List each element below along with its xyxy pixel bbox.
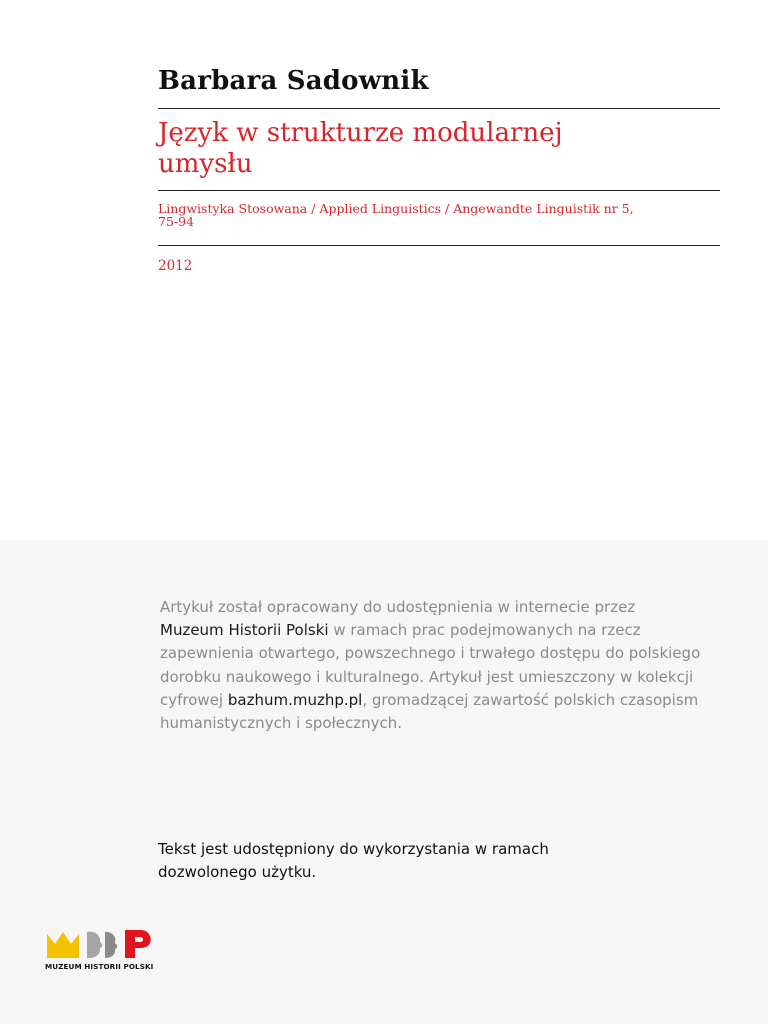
journal-citation <box>158 202 678 228</box>
notice-institution: Muzeum Historii Polski <box>160 621 329 640</box>
license-notice: Tekst jest udostępniony do wykorzystania w ramach dozwolonego użytku. <box>158 840 549 881</box>
article-title-line-1: Język w strukturze modularnej <box>158 118 563 148</box>
notice-text-3: , gromadzącej zawartość polskich czasopism humanistycznych i społecznych. <box>160 690 699 733</box>
author-name: Barbara Sadownik <box>158 66 429 96</box>
notice-collection-link[interactable]: bazhum.muzhp.pl <box>227 690 363 709</box>
divider-2 <box>158 190 720 191</box>
notice-text-2: w ramach prac podejmowanych na rzecz zapewnienia otwartego, powszechnego i trwałego dostępu do polskiego dorobku naukowego i kulturalnego. Artykuł jest umieszczony w kolekcji cyfrowej <box>160 621 701 709</box>
journal-citation-line-2: 75-94 <box>158 214 195 229</box>
mhp-logo-icon <box>45 928 170 962</box>
article-title <box>158 118 718 180</box>
digitization-notice <box>160 596 720 735</box>
article-title-line-2: umysłu <box>158 149 253 179</box>
publication-year: 2012 <box>158 258 193 274</box>
logo-caption: MUZEUM HISTORII POLSKI <box>45 962 154 971</box>
divider-3 <box>158 245 720 246</box>
divider-1 <box>158 108 720 109</box>
notice-text-1: Artykuł został opracowany do udostępnienia w internecie przez <box>160 598 636 616</box>
journal-citation-line-1: Lingwistyka Stosowana / Applied Linguistics / Angewandte Linguistik nr 5, <box>158 201 634 216</box>
